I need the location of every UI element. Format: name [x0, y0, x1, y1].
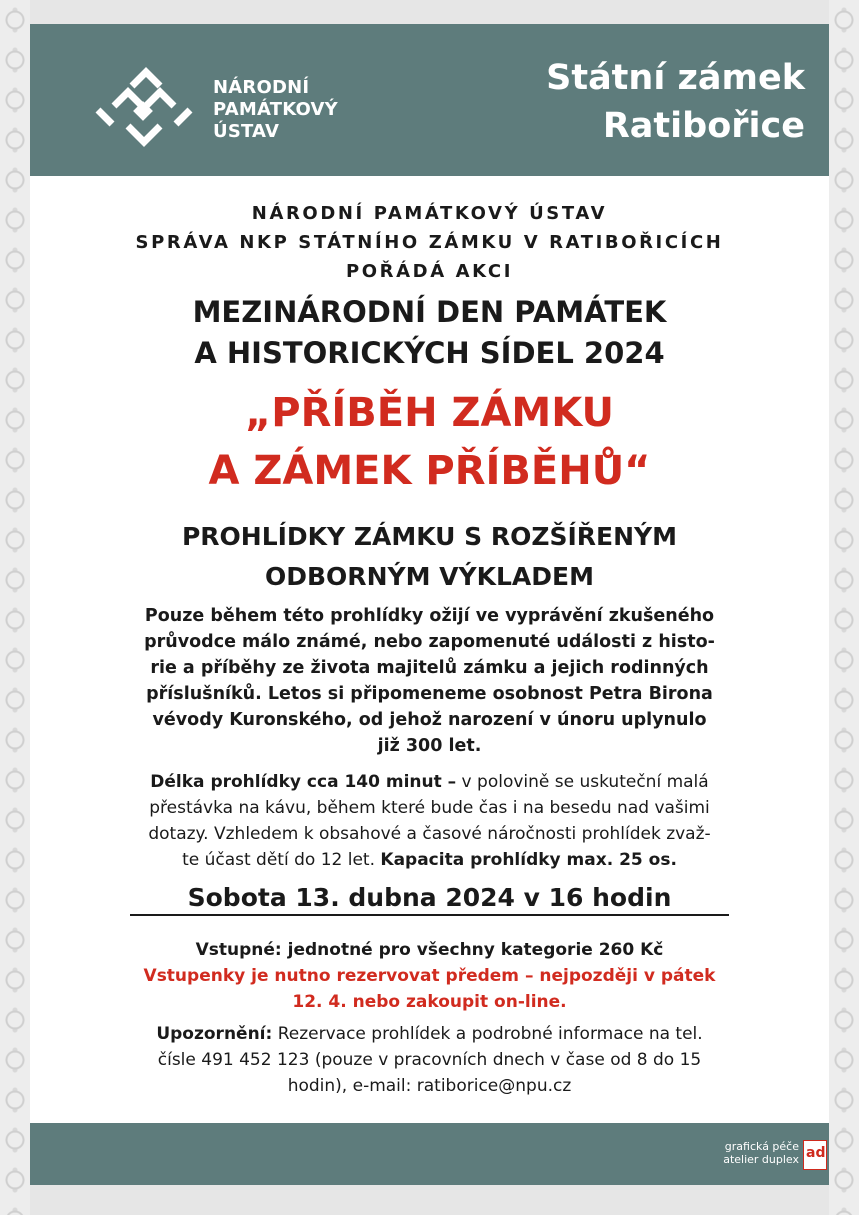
description-line: Pouze během této prohlídky ožijí ve vyprávění zkušeného [144, 606, 715, 626]
castle-name [546, 54, 805, 150]
contact-label: Upozornění: [156, 1024, 273, 1044]
tour-capacity: Kapacita prohlídky max. 25 os. [380, 850, 677, 870]
tour-info-line: dotazy. Vzhledem k obsahové a časové náročnosti prohlídek zvaž- [148, 824, 711, 844]
tour-info-line: přestávka na kávu, během které bude čas i na besedu nad vašimi [149, 798, 710, 818]
subtitle-line: ODBORNÝM VÝKLADEM [265, 562, 594, 591]
subtitle-line: PROHLÍDKY ZÁMKU S ROZŠÍŘENÝM [181, 522, 678, 551]
logo-line: ÚSTAV [213, 121, 280, 142]
tour-info-text: v polovině se uskuteční malá [456, 772, 709, 792]
contact-line: hodin), e-mail: ratiborice@npu.cz [287, 1076, 572, 1096]
credit-line: atelier duplex [723, 1153, 799, 1166]
logo-line: NÁRODNÍ [213, 77, 310, 98]
event-title-line: A HISTORICKÝCH SÍDEL 2024 [194, 336, 665, 370]
reservation-notice-line: 12. 4. nebo zakoupit on-line. [292, 992, 567, 1012]
logo-line: PAMÁTKOVÝ [213, 99, 338, 120]
theme-title-line: „PŘÍBĚH ZÁMKU [244, 390, 615, 436]
description-line: příslušníků. Letos si připomeneme osobnost Petra Birona [146, 684, 713, 704]
tour-info-text: te účast dětí do 12 let. [182, 850, 381, 870]
contact-text: Rezervace prohlídek a podrobné informace na tel. [272, 1024, 703, 1044]
header-band [30, 24, 829, 176]
organizer-line: NÁRODNÍ PAMÁTKOVÝ ÚSTAV [251, 203, 608, 224]
theme-title-line: A ZÁMEK PŘÍBĚHŮ“ [208, 448, 651, 494]
design-credit [723, 1140, 799, 1166]
description-line: již 300 let. [377, 736, 482, 756]
reservation-notice-line: Vstupenky je nutno rezervovat předem – nejpozději v pátek [143, 966, 716, 986]
footer-band [30, 1123, 829, 1185]
tour-info-line [0, 772, 859, 792]
description-line: průvodce málo známé, nebo zapomenuté události z histo- [144, 632, 715, 652]
event-title-line: MEZINÁRODNÍ DEN PAMÁTEK [192, 295, 667, 329]
tour-info-line [0, 850, 859, 870]
credit-line: grafická péče [724, 1140, 799, 1153]
npu-logo-icon [94, 66, 194, 152]
castle-name-line: Státní zámek [546, 58, 805, 98]
organizer-line: SPRÁVA NKP STÁTNÍHO ZÁMKU V RATIBOŘICÍCH [135, 232, 724, 253]
contact-line [0, 1024, 859, 1044]
atelier-duplex-logo-icon [803, 1140, 827, 1170]
event-date: Sobota 13. dubna 2024 v 16 hodin [130, 883, 729, 916]
contact-line: čísle 491 452 123 (pouze v pracovních dnech v čase od 8 do 15 [157, 1050, 702, 1070]
castle-name-line: Ratibořice [602, 106, 805, 146]
npu-logo-text [213, 77, 338, 143]
description-line: rie a příběhy ze života majitelů zámku a jejich rodinných [150, 658, 709, 678]
admission-price: Vstupné: jednotné pro všechny kategorie 260 Kč [195, 940, 664, 960]
organizer-line: POŘÁDÁ AKCI [345, 261, 513, 282]
description-line: vévody Kuronského, od jehož narození v únoru uplynulo [152, 710, 707, 730]
badge-text: ad [806, 1145, 826, 1161]
tour-duration: Délka prohlídky cca 140 minut – [150, 772, 457, 792]
